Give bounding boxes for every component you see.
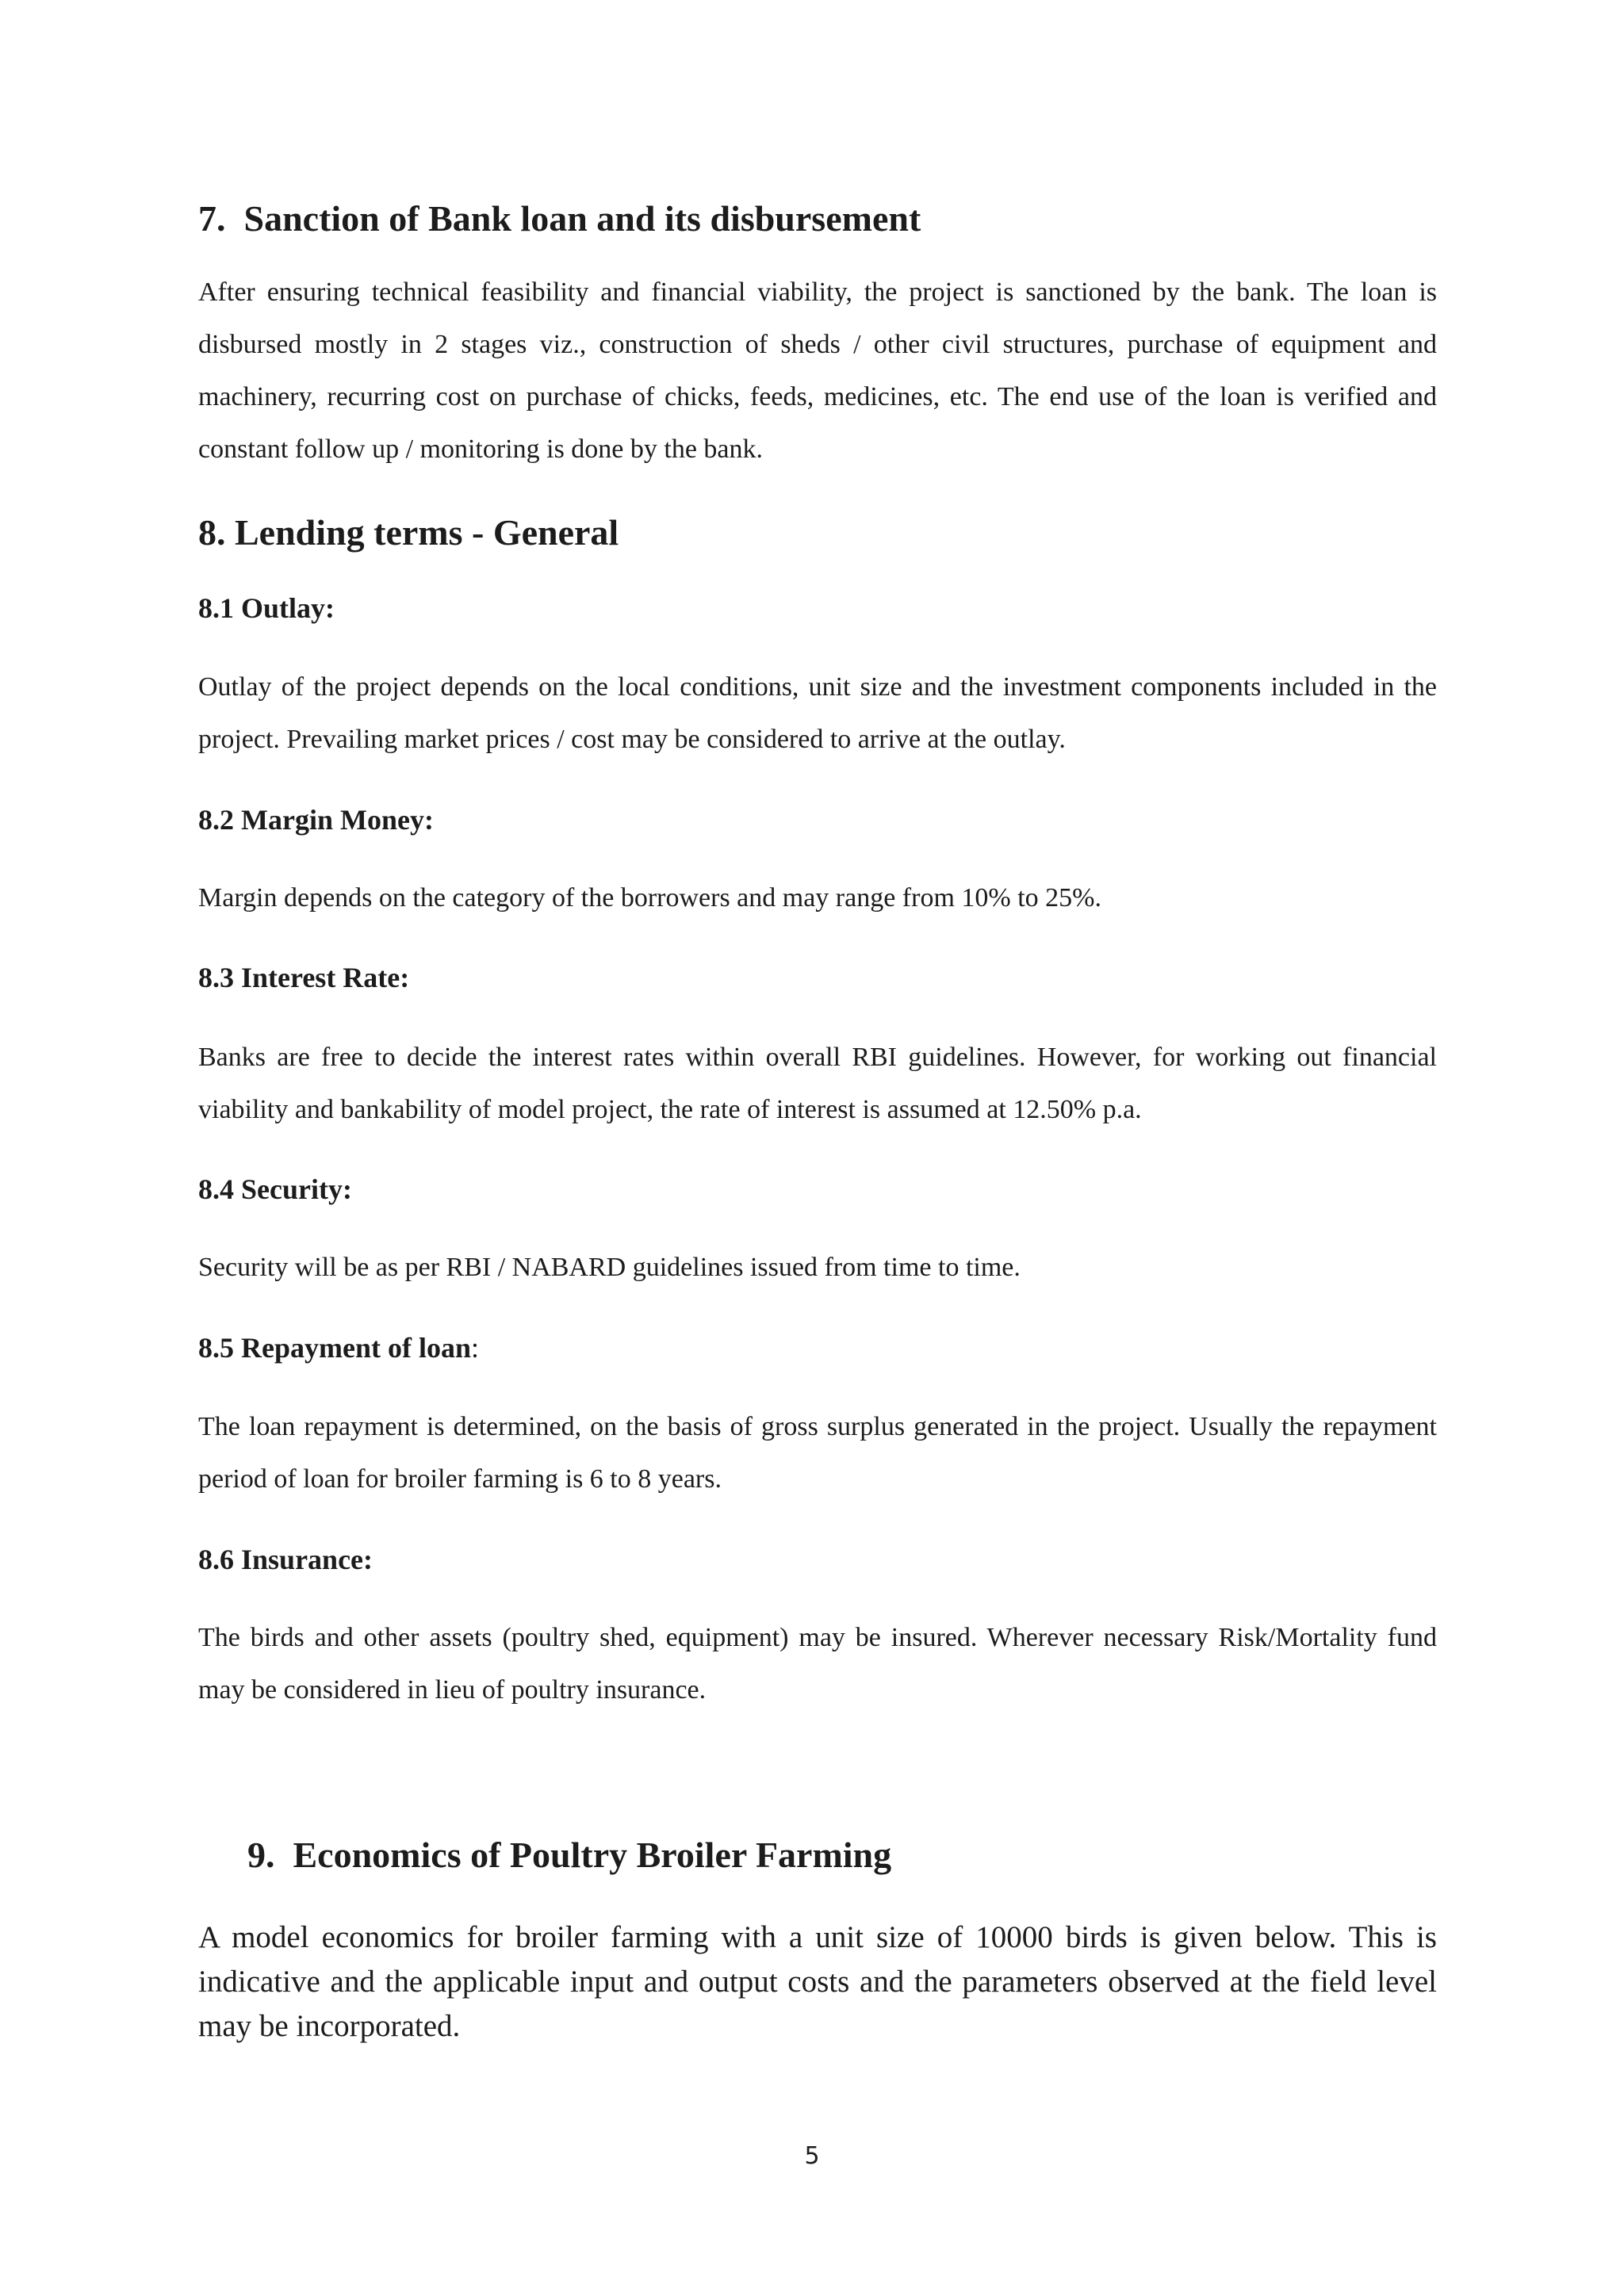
insurance-paragraph: The birds and other assets (poultry shed, equipment) may be insured. Wherever necessary Risk/Mortality fund may be considered in lieu of poultry insurance. (198, 1623, 1437, 1705)
section-7-paragraph: After ensuring technical feasibility and financial viability, the project is sanctioned by the bank. The loan is disbursed mostly in 2 stages viz., construction of sheds / other civil structures, purchase of equipment and machinery, recurring cost on purchase of chicks, feeds, medicines, etc. The end use of the loan is verified and constant follow up / monitoring is done by the bank. (198, 277, 1437, 464)
repayment-heading-text: 8.5 Repayment of loan (198, 1332, 471, 1364)
repayment-paragraph: The loan repayment is determined, on the basis of gross surplus generated in the project. Usually the repayment period of loan for broiler farming is 6 to 8 years. (198, 1412, 1437, 1494)
margin-money-heading: 8.2 Margin Money: (198, 804, 434, 836)
repayment-heading (198, 1330, 1437, 1365)
section-9-title: Economics of Poultry Broiler Farming (293, 1835, 892, 1875)
page-number: 5 (804, 2142, 820, 2170)
section-7-number: 7. (198, 198, 226, 239)
repayment-heading-colon: : (471, 1332, 480, 1364)
interest-rate-heading: 8.3 Interest Rate: (198, 962, 410, 993)
insurance-heading: 8.6 Insurance: (198, 1544, 373, 1575)
section-7-title: Sanction of Bank loan and its disbursement (243, 198, 921, 239)
section-9-number: 9. (247, 1835, 275, 1875)
section-7-heading (198, 197, 1437, 241)
outlay-heading: 8.1 Outlay: (198, 592, 335, 624)
security-heading: 8.4 Security: (198, 1173, 352, 1205)
section-8-heading: 8. Lending terms - General (198, 512, 619, 553)
margin-money-paragraph: Margin depends on the category of the borrowers and may range from 10% to 25%. (198, 883, 1101, 913)
outlay-paragraph: Outlay of the project depends on the local conditions, unit size and the investment components included in the project. Prevailing market prices / cost may be considered to arrive at the outlay. (198, 672, 1437, 754)
section-9-paragraph: A model economics for broiler farming with a unit size of 10000 birds is given below. This is indicative and the applicable input and output costs and the parameters observed at the field level may be incorporated. (198, 1920, 1437, 2043)
section-9-heading (247, 1833, 1437, 1877)
interest-rate-paragraph: Banks are free to decide the interest rates within overall RBI guidelines. However, for working out financial viability and bankability of model project, the rate of interest is assumed at 12.50% p.a. (198, 1043, 1437, 1124)
security-paragraph: Security will be as per RBI / NABARD guidelines issued from time to time. (198, 1253, 1021, 1282)
